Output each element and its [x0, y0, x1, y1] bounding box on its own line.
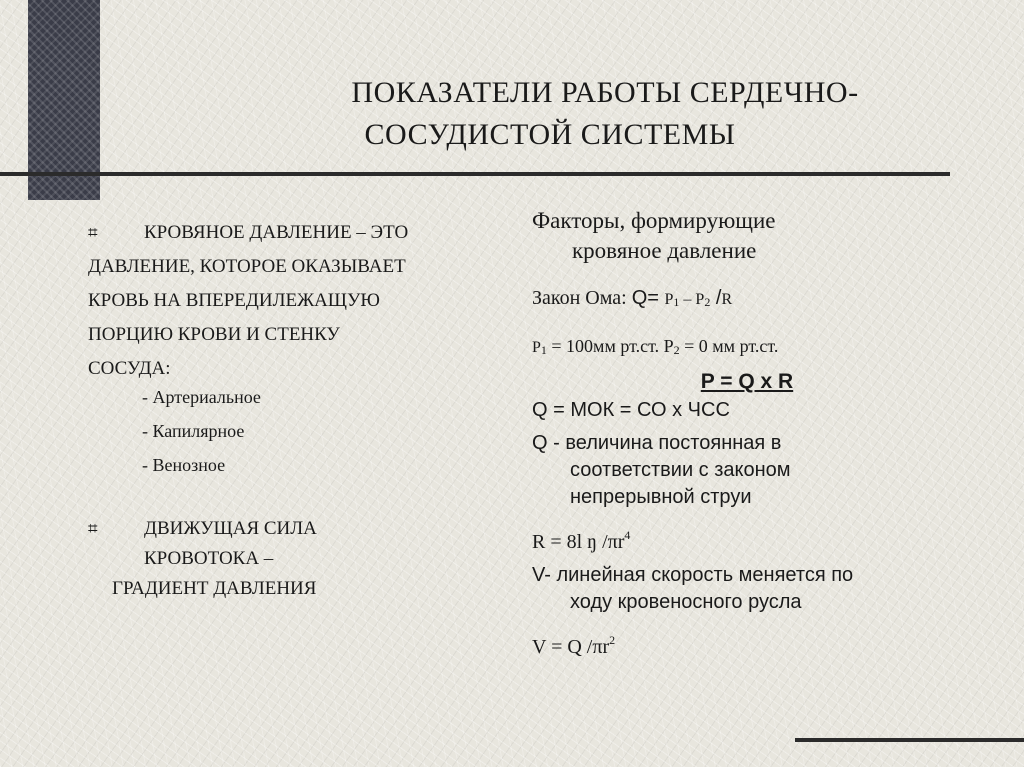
item1-line-4: ПОРЦИЮ КРОВИ И СТЕНКУ — [88, 324, 340, 345]
velocity-formula — [532, 626, 1002, 661]
item1-line-3: КРОВЬ НА ВПЕРЕДИЛЕЖАЩУЮ — [88, 290, 380, 311]
bullet-item-driving-force — [88, 514, 468, 604]
title-line-1: ПОКАЗАТЕЛИ РАБОТЫ СЕРДЕЧНО- — [351, 76, 859, 109]
item1-line-2: ДАВЛЕНИЕ, КОТОРОЕ ОКАЗЫВАЕТ — [88, 256, 406, 277]
formula-p1: P — [664, 291, 674, 308]
pressure-types-list — [142, 380, 261, 482]
item1-line-5: СОСУДА: — [88, 358, 171, 379]
bullet-icon: ⌗ — [88, 519, 98, 539]
ohm-law-label: Закон Ома: — [532, 287, 632, 309]
heading-line-2: кровяное давление — [572, 238, 757, 263]
v-desc-line-2: ходу кровеносного русла — [570, 591, 802, 613]
q-desc-line-1: Q - величина постоянная в — [532, 432, 782, 454]
r-formula-main: R = 8l ŋ /πr — [532, 531, 625, 553]
item2-line-2: КРОВОТОКА – — [144, 548, 274, 569]
ohm-law-formula — [532, 284, 1002, 316]
q-desc-line-3: непрерывной струи — [570, 486, 752, 508]
formula-sub: 1 — [540, 343, 547, 357]
decorative-block — [28, 0, 100, 200]
formula-minus: – P — [679, 291, 705, 308]
title-line-2: СОСУДИСТОЙ СИСТЕМЫ — [364, 118, 736, 151]
resistance-formula — [532, 521, 1002, 556]
formula-r: R — [721, 291, 733, 308]
item1-line-1: КРОВЯНОЕ ДАВЛЕНИЕ – ЭТО — [144, 222, 409, 243]
q-description — [532, 430, 1002, 511]
v-formula-sup: 2 — [609, 633, 616, 647]
title-divider — [0, 172, 950, 176]
v-description — [532, 562, 1002, 616]
footer-divider — [795, 738, 1024, 742]
heading-line-1: Факторы, формирующие — [532, 208, 776, 233]
pressure-values — [532, 332, 1002, 364]
p-values-end: = 0 мм рт.ст. — [679, 336, 779, 356]
v-desc-line-1: V- линейная скорость меняется по — [532, 564, 854, 586]
bullet-icon: ⌗ — [88, 223, 98, 243]
r-formula-sup: 4 — [624, 528, 631, 542]
formula-sub: 2 — [704, 295, 711, 309]
p-values-mid: = 100мм рт.ст. P — [546, 336, 674, 356]
item2-line-3: ГРАДИЕНТ ДАВЛЕНИЯ — [112, 578, 317, 599]
list-item: - Артериальное — [142, 387, 261, 407]
right-column — [532, 200, 1002, 661]
item2-line-1: ДВИЖУЩАЯ СИЛА — [144, 518, 317, 539]
q-desc-line-2: соответствии с законом — [570, 459, 791, 481]
slide-title — [190, 72, 950, 156]
formula-sub: 1 — [673, 295, 680, 309]
formula-sub: 2 — [673, 343, 680, 357]
p-label: P — [532, 339, 541, 356]
factors-heading — [532, 206, 1002, 266]
formula-slash: / — [710, 287, 722, 309]
bullet-item-blood-pressure — [88, 216, 468, 386]
pqr-formula: P = Q x R — [700, 370, 794, 393]
v-formula-main: V = Q /πr — [532, 636, 610, 658]
list-item: - Капилярное — [142, 421, 245, 441]
formula-q: Q= — [631, 287, 665, 309]
mok-formula: Q = МОК = СО х ЧСС — [532, 399, 730, 421]
list-item: - Венозное — [142, 455, 226, 475]
